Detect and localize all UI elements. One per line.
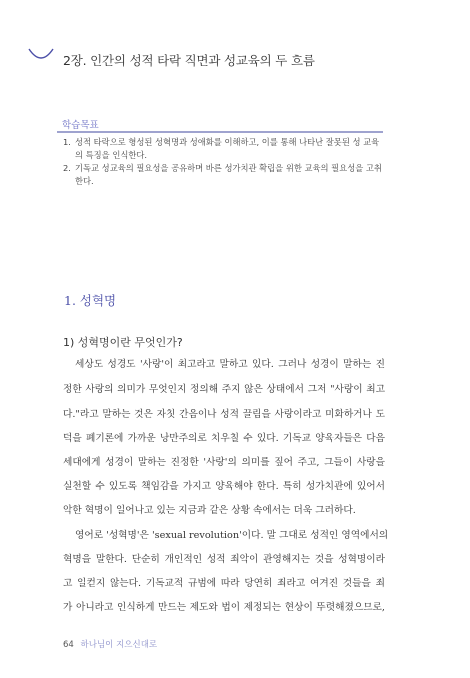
body-text-line: 덕을 폐기론에 가까운 낭만주의로 치우칠 수 있다. 기독교 양육자들은 다음 bbox=[63, 433, 385, 444]
learning-goals-label: 학습목표 bbox=[62, 120, 99, 131]
page-number: 64 bbox=[63, 640, 74, 650]
learning-goals-list bbox=[63, 136, 383, 188]
body-text-line: 실천할 수 있도록 책임감을 가지고 양육해야 한다. 특히 성가치관에 있어서 bbox=[63, 481, 385, 492]
body-text-line: 세대에게 성경이 말하는 진정한 '사랑'의 의미를 짚어 주고, 그들이 사랑을 bbox=[63, 457, 385, 468]
body-text-line: 정한 사랑의 의미가 무엇인지 정의해 주지 않은 상태에서 그저 "사랑이 최고 bbox=[63, 384, 385, 395]
body-text-line: 다."라고 말하는 것은 자칫 간음이나 성적 끌림을 사랑이라고 미화하거나 도 bbox=[63, 409, 385, 420]
body-text-line: 악한 혁명이 일어나고 있는 지금과 같은 상황 속에서는 더욱 그러하다. bbox=[63, 505, 356, 516]
goal-text: 기독교 성교육의 필요성을 공유하며 바른 성가치관 확립을 위한 교육의 필요성을 고취한다. bbox=[75, 163, 382, 186]
chapter-title: 2장. 인간의 성적 타락 직면과 성교육의 두 흐름 bbox=[63, 53, 315, 68]
page-footer bbox=[63, 638, 157, 650]
body-text-line: 영어로 '성혁명'은 'sexual revolution'이다. 말 그대로 성적인 영역에서의 bbox=[75, 530, 389, 541]
chapter-arc-ornament bbox=[27, 45, 55, 65]
learning-goal-item bbox=[63, 162, 383, 188]
learning-goals-divider bbox=[57, 131, 383, 133]
subsection-title: 1) 성혁명이란 무엇인가? bbox=[63, 336, 183, 349]
section-title: 1. 성혁명 bbox=[64, 293, 117, 308]
goal-number: 2. bbox=[63, 163, 71, 173]
body-text-line: 세상도 성경도 '사랑'이 최고라고 말하고 있다. 그러나 성경이 말하는 진 bbox=[75, 359, 385, 370]
goal-text: 성적 타락으로 형성된 성혁명과 성애화를 이해하고, 이를 통해 나타난 잘못된 성 교육의 특징을 인식한다. bbox=[75, 137, 380, 160]
body-text-line: 고 일컫지 않는다. 기독교적 규범에 따라 당연히 죄라고 여겨진 것들을 죄 bbox=[63, 578, 385, 589]
learning-goal-item bbox=[63, 136, 383, 162]
body-text-line: 혁명을 말한다. 단순히 개인적인 성적 죄악이 관영해지는 것을 성혁명이라 bbox=[63, 554, 385, 565]
book-title: 하나님이 지으신대로 bbox=[80, 640, 158, 650]
body-text-line: 가 아니라고 인식하게 만드는 제도와 법이 제정되는 현상이 뚜렷해졌으므로, bbox=[63, 602, 385, 613]
goal-number: 1. bbox=[63, 137, 71, 147]
